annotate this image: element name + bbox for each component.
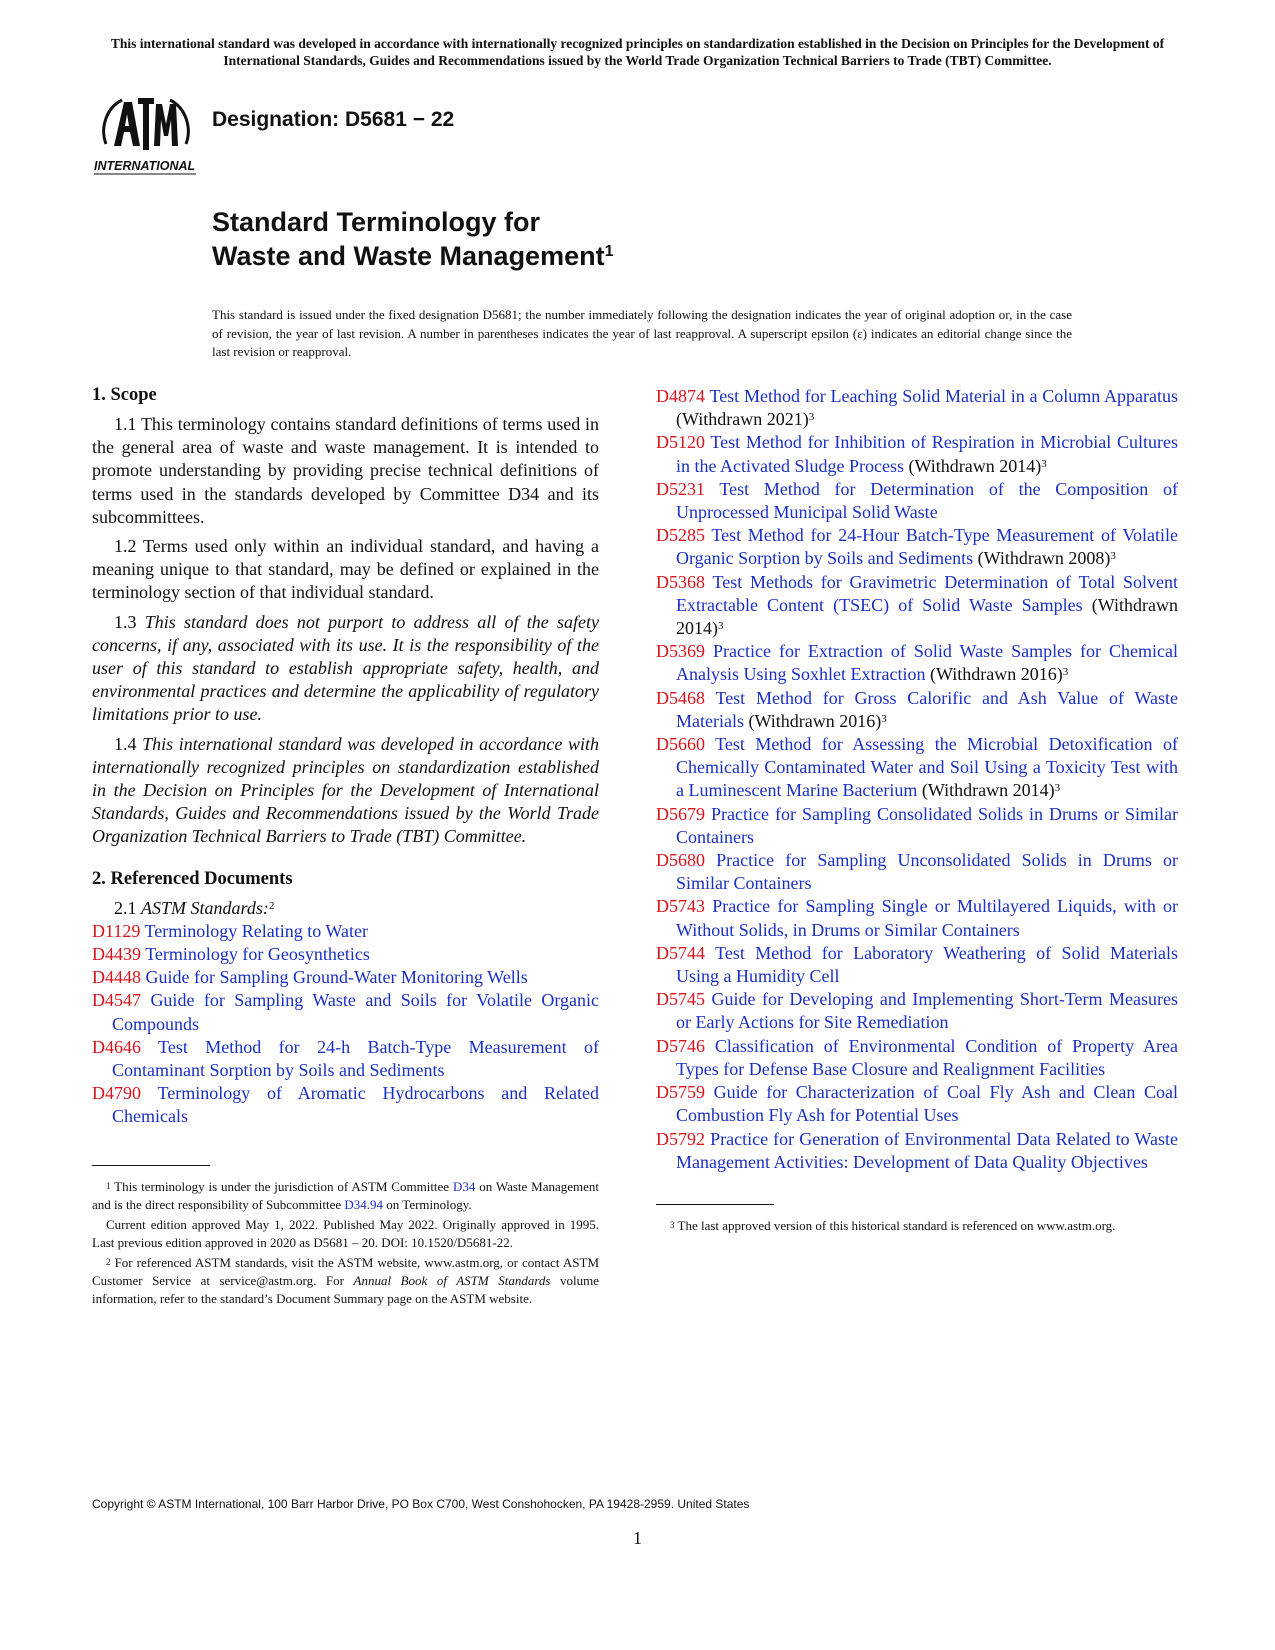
document-title — [212, 205, 614, 273]
reference-code-link[interactable]: D4448 — [92, 967, 141, 988]
reference-code-link[interactable]: D4790 — [92, 1083, 141, 1104]
footnote-3-number: 3 — [670, 1219, 675, 1230]
reference-item — [92, 920, 599, 943]
reference-item — [656, 571, 1178, 641]
reference-item — [656, 1035, 1178, 1081]
footnote-2 — [92, 1254, 599, 1308]
astm-standards-number: 2.1 — [114, 897, 137, 918]
reference-code-link[interactable]: D4547 — [92, 990, 141, 1011]
reference-code-link[interactable]: D4439 — [92, 944, 141, 965]
reference-title-link[interactable]: Terminology Relating to Water — [144, 920, 368, 941]
scope-1-4-number: 1.4 — [114, 733, 137, 754]
reference-item — [92, 989, 599, 1035]
footnote-ref[interactable]: 3 — [1054, 782, 1061, 795]
reference-code-link[interactable]: D5231 — [656, 478, 705, 499]
reference-code-link[interactable]: D5743 — [656, 896, 705, 917]
reference-title-link[interactable]: Guide for Sampling Ground-Water Monitoring Wells — [145, 967, 528, 988]
reference-title-link[interactable]: Test Methods for Gravimetric Determination of Total Solvent Extractable Content (TSEC) of Solid Waste Samples — [676, 571, 1178, 615]
reference-title-link[interactable]: Test Method for 24-Hour Batch-Type Measurement of Volatile Organic Sorption by Soils and Sediments — [676, 525, 1178, 569]
reference-code-link[interactable]: D5679 — [656, 803, 705, 824]
reference-title-link[interactable]: Test Method for Gross Calorific and Ash Value of Waste Materials — [676, 687, 1178, 731]
referenced-documents-heading: 2. Referenced Documents — [92, 868, 293, 889]
reference-item — [656, 640, 1178, 686]
reference-item — [656, 431, 1178, 477]
reference-code-link[interactable]: D5468 — [656, 687, 705, 708]
reference-code-link[interactable]: D5369 — [656, 641, 705, 662]
footnote-ref[interactable]: 3 — [1062, 666, 1069, 679]
trade-notice: This international standard was developed in accordance with internationally recognized principles on standardization established in the Decision on Principles for the Development of International Standards, Guides and Recommendations issued by the World Trade Organization Technical Barriers to Trade (TBT) Committee. — [110, 36, 1165, 68]
reference-code-link[interactable]: D5744 — [656, 942, 705, 963]
title-text: Waste and Waste Management — [212, 241, 605, 271]
reference-item — [656, 733, 1178, 803]
footnote-ref[interactable]: 3 — [718, 620, 724, 633]
reference-code-link[interactable]: D5759 — [656, 1082, 705, 1103]
footnote-2-book-title: Annual Book of ASTM Standards — [353, 1272, 551, 1288]
edition-note: Current edition approved May 1, 2022. Published May 2022. Originally approved in 1995. Last previous edition approved in 2020 as D5681 – 20. DOI: 10.1520/D5681-22. — [92, 1216, 599, 1250]
reference-item — [656, 687, 1178, 733]
reference-item — [656, 385, 1178, 431]
footnote-ref[interactable]: 3 — [1110, 550, 1116, 563]
reference-title-link[interactable]: Test Method for Inhibition of Respiration in Microbial Cultures in the Activated Sludge Process — [676, 432, 1178, 476]
reference-code-link[interactable]: D4646 — [92, 1036, 141, 1057]
reference-code-link[interactable]: D5745 — [656, 989, 705, 1010]
scope-1-3 — [92, 611, 599, 727]
page-number: 1 — [633, 1528, 642, 1548]
committee-d34-link[interactable]: D34 — [452, 1178, 476, 1194]
scope-1-4 — [92, 733, 599, 849]
withdrawn-note: (Withdrawn 2016) — [743, 710, 882, 731]
reference-code-link[interactable]: D1129 — [92, 920, 141, 941]
reference-title-link[interactable]: Test Method for 24-h Batch-Type Measurement of Contaminant Sorption by Soils and Sediments — [112, 1036, 600, 1081]
issuance-note: This standard is issued under the fixed designation D5681; the number immediately following the designation indicates the year of original adoption or, in the case of revision, the year of last revision. A number in parentheses indicates the year of last reapproval. A superscript epsilon (ε) indicates an editorial change since the last revision or reapproval. — [212, 307, 1072, 359]
footnote-1-text-c: on Terminology. — [383, 1196, 472, 1212]
footnote-2-number: 2 — [106, 1256, 111, 1267]
left-column — [92, 383, 599, 1310]
reference-title-link[interactable]: Test Method for Determination of the Composition of Unprocessed Municipal Solid Waste — [676, 478, 1178, 523]
reference-code-link[interactable]: D5368 — [656, 571, 705, 592]
footnote-divider-right — [656, 1204, 774, 1205]
reference-item — [92, 1082, 599, 1128]
reference-item — [656, 524, 1178, 570]
subcommittee-d34-94-link[interactable]: D34.94 — [344, 1196, 384, 1212]
astm-standards-text: ASTM Standards: — [141, 897, 269, 918]
withdrawn-note: (Withdrawn 2014) — [917, 780, 1055, 801]
footnote-ref[interactable]: 3 — [808, 411, 815, 424]
footnote-1-text-b: on Waste Management and is the direct responsibility of Subcommittee — [92, 1178, 600, 1212]
withdrawn-note: (Withdrawn 2014) — [676, 594, 1179, 639]
reference-item — [92, 943, 599, 966]
logo-text: INTERNATIONAL — [94, 159, 196, 173]
astm-logo — [92, 88, 200, 178]
reference-title-link[interactable]: Terminology for Geosynthetics — [145, 944, 370, 965]
reference-title-link[interactable]: Test Method for Laboratory Weathering of Solid Materials Using a Humidity Cell — [676, 942, 1178, 987]
title-line-2 — [212, 239, 614, 273]
footnote-2-text-b: volume information, refer to the standard’s Document Summary page on the ASTM website. — [92, 1272, 600, 1306]
copyright-line: Copyright © ASTM International, 100 Barr Harbor Drive, PO Box C700, West Conshohocken, PA 19428-2959. United States — [92, 1497, 750, 1511]
scope-1-3-number: 1.3 — [114, 611, 137, 632]
footnote-1-text-a: This terminology is under the jurisdiction of ASTM Committee — [114, 1178, 453, 1194]
title-footnote-ref[interactable]: 1 — [604, 243, 614, 260]
astm-standards-footnote-ref[interactable]: 2 — [268, 899, 275, 912]
astm-standards-label — [92, 897, 599, 920]
reference-code-link[interactable]: D5746 — [656, 1035, 705, 1056]
reference-title-link[interactable]: Practice for Sampling Consolidated Solids in Drums or Similar Containers — [676, 803, 1179, 847]
footnote-ref[interactable]: 3 — [881, 712, 887, 725]
scope-1-4-text: This international standard was developed in accordance with internationally recognized principles on standardization established in the Decision on Principles for the Development of International Standards, Guides and Recommendations issued by the World Trade Organization Technical Barriers to Trade (TBT) Committee. — [92, 733, 599, 847]
designation: Designation: D5681 − 22 — [212, 108, 455, 131]
reference-code-link[interactable]: D5660 — [656, 734, 705, 755]
reference-title-link[interactable]: Test Method for Leaching Solid Material in a Column Apparatus — [709, 386, 1178, 406]
reference-item — [656, 1081, 1178, 1127]
footnote-ref[interactable]: 3 — [1041, 457, 1047, 470]
footnote-2-text-a: For referenced ASTM standards, visit the ASTM website, www.astm.org, or contact ASTM Customer Service at service@astm.org. For — [92, 1254, 600, 1288]
reference-title-link[interactable]: Terminology of Aromatic Hydrocarbons and Related Chemicals — [112, 1083, 599, 1127]
scope-heading: 1. Scope — [92, 385, 157, 405]
reference-title-link[interactable]: Practice for Sampling Single or Multilayered Liquids, with or Without Solids, in Drums or Similar Containers — [676, 896, 1179, 940]
title-line-1: Standard Terminology for — [212, 207, 541, 237]
right-reference-list — [656, 385, 1178, 1174]
reference-code-link[interactable]: D4874 — [656, 386, 705, 406]
reference-title-link[interactable]: Practice for Sampling Unconsolidated Solids in Drums or Similar Containers — [676, 850, 1178, 894]
reference-item — [656, 849, 1178, 895]
reference-code-link[interactable]: D5285 — [656, 525, 705, 546]
footnote-divider — [92, 1165, 210, 1166]
reference-title-link[interactable]: Classification of Environmental Condition of Property Area Types for Defense Base Closure and Realignment Facilities — [676, 1035, 1179, 1079]
reference-title-link[interactable]: Guide for Developing and Implementing Short-Term Measures or Early Actions for Site Remediation — [676, 989, 1179, 1033]
withdrawn-note: (Withdrawn 2021) — [676, 409, 809, 430]
right-column — [656, 385, 1178, 1237]
footnote-3 — [656, 1217, 1178, 1235]
reference-title-link[interactable]: Practice for Generation of Environmental Data Related to Waste Management Activities: Development of Data Quality Objectives — [676, 1128, 1178, 1172]
reference-item — [92, 1036, 599, 1082]
reference-title-link[interactable]: Guide for Characterization of Coal Fly Ash and Clean Coal Combustion Fly Ash for Potential Uses — [676, 1082, 1178, 1126]
footnote-1 — [92, 1178, 599, 1214]
footnote-3-text: The last approved version of this historical standard is referenced on www.astm.org. — [677, 1217, 1116, 1233]
withdrawn-note: (Withdrawn 2008) — [973, 548, 1111, 569]
reference-item — [656, 478, 1178, 524]
reference-item — [656, 895, 1178, 941]
scope-1-3-text: This standard does not purport to address all of the safety concerns, if any, associated with its use. It is the responsibility of the user of this standard to establish appropriate safety, health, and environmental practices and determine the applicability of regulatory limitations prior to use. — [92, 611, 600, 725]
left-reference-list — [92, 920, 599, 1129]
reference-title-link[interactable]: Test Method for Assessing the Microbial Detoxification of Chemically Contaminated Water and Soil Using a Toxicity Test with a Luminescent Marine Bacterium — [676, 734, 1178, 801]
scope-1-2: 1.2 Terms used only within an individual standard, and having a meaning unique to that standard, may be defined or explained in the terminology section of that individual standard. — [92, 536, 599, 603]
reference-code-link[interactable]: D5680 — [656, 850, 705, 871]
scope-1-1: 1.1 This terminology contains standard definitions of terms used in the general area of waste and waste management. It is intended to promote understanding by providing precise technical definitions of terms used in the standards developed by Committee D34 and its subcommittees. — [92, 414, 599, 527]
reference-item — [656, 803, 1178, 849]
withdrawn-note: (Withdrawn 2016) — [925, 664, 1063, 685]
reference-item — [656, 988, 1178, 1034]
reference-title-link[interactable]: Guide for Sampling Waste and Soils for Volatile Organic Compounds — [112, 990, 600, 1034]
footnote-1-number: 1 — [106, 1180, 111, 1191]
reference-item — [656, 1128, 1178, 1174]
reference-item — [92, 966, 599, 989]
reference-title-link[interactable]: Practice for Extraction of Solid Waste Samples for Chemical Analysis Using Soxhlet Extraction — [676, 641, 1179, 685]
withdrawn-note: (Withdrawn 2014) — [903, 455, 1042, 476]
reference-code-link[interactable]: D5120 — [656, 432, 705, 453]
reference-code-link[interactable]: D5792 — [656, 1128, 705, 1149]
reference-item — [656, 942, 1178, 988]
